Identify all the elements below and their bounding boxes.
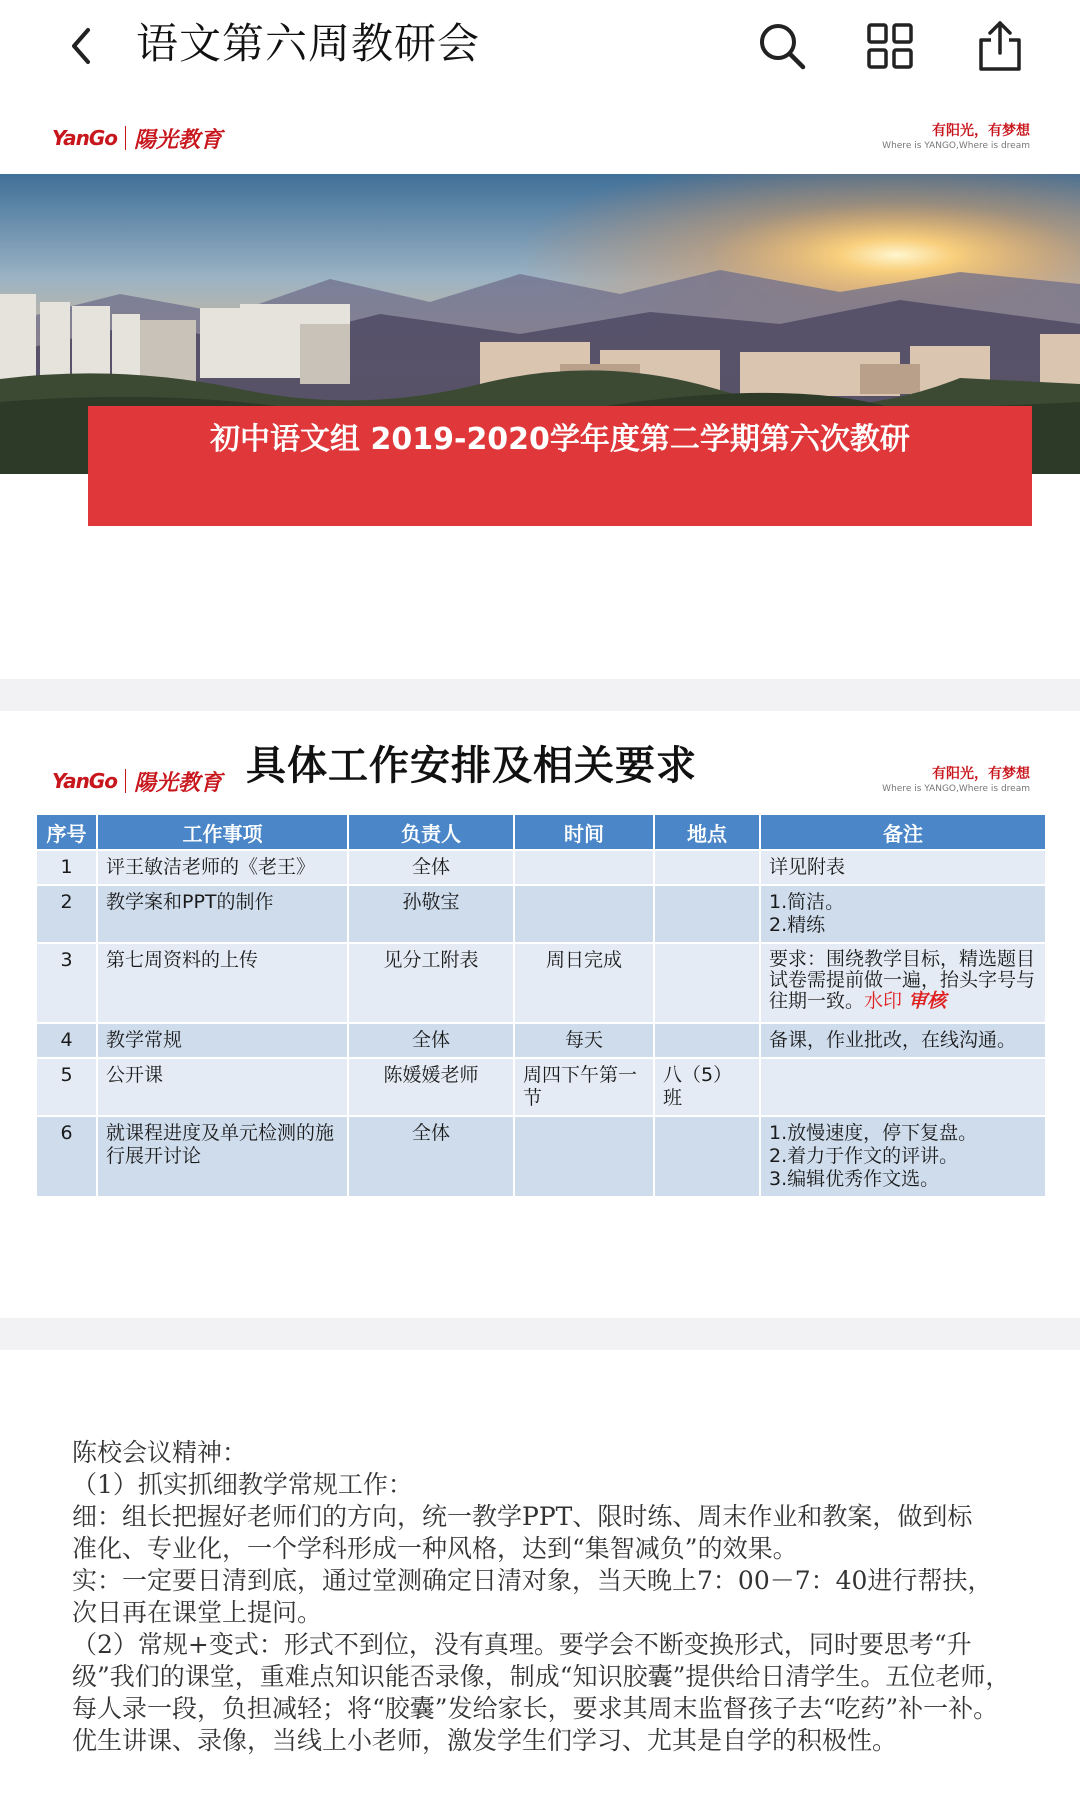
logo-separator — [125, 769, 126, 793]
table-row — [36, 850, 1046, 885]
grid-menu-button[interactable] — [860, 16, 920, 76]
cell-owner: 见分工附表 — [348, 943, 514, 1023]
cell-note — [760, 1023, 1046, 1058]
brand-slogan-2 — [870, 765, 1030, 795]
back-button[interactable] — [56, 18, 106, 74]
cell-place — [654, 1023, 760, 1058]
cell-time: 周日完成 — [514, 943, 654, 1023]
cell-place — [654, 943, 760, 1023]
cell-owner: 陈媛媛老师 — [348, 1058, 514, 1116]
cell-item: 教学常规 — [97, 1023, 348, 1058]
table-row — [36, 885, 1046, 943]
note-line: 试卷需提前做一遍，抬头字号与 — [769, 969, 1036, 991]
section-heading: 具体工作安排及相关要求 — [246, 743, 697, 789]
cell-time — [514, 885, 654, 943]
note-line — [769, 991, 1037, 1012]
cell-owner: 全体 — [348, 1023, 514, 1058]
cell-note — [760, 1116, 1046, 1197]
cell-no: 5 — [36, 1058, 97, 1116]
cell-item: 评王敏洁老师的《老王》 — [97, 850, 348, 885]
meeting-notes — [72, 1437, 1062, 1757]
cell-note — [760, 943, 1046, 1023]
brand-logo — [52, 122, 222, 154]
note-review: 审核 — [908, 990, 947, 1012]
page-title: 语文第六周教研会 — [136, 19, 481, 68]
note-line: 2.着力于作文的评讲。 — [769, 1145, 959, 1167]
table-header-row — [36, 814, 1046, 850]
col-header-no: 序号 — [36, 814, 97, 850]
logo-separator — [125, 126, 126, 150]
cell-owner: 全体 — [348, 850, 514, 885]
note-line: 备课，作业批改，在线沟通。 — [769, 1029, 1017, 1051]
cell-item: 就课程进度及单元检测的施行展开讨论 — [97, 1116, 348, 1197]
slogan-cn: 有阳光，有梦想 — [932, 766, 1030, 782]
logo-en: YanGo — [52, 769, 117, 793]
table-row — [36, 1023, 1046, 1058]
band-title: 初中语文组 2019-2020学年度第二学期第六次教研 — [210, 422, 910, 457]
notes-line: （1）抓实抓细教学常规工作： — [72, 1470, 413, 1499]
note-line: 要求：围绕教学目标，精选题目 — [769, 948, 1036, 970]
brand-slogan — [870, 122, 1030, 152]
cell-no: 1 — [36, 850, 97, 885]
top-bar — [0, 0, 1080, 92]
notes-line: 实：一定要日清到底，通过堂测确定日清对象，当天晚上7：00－7：40进行帮扶， — [72, 1566, 993, 1595]
cell-note — [760, 850, 1046, 885]
slide-divider — [0, 1318, 1080, 1350]
cell-place: 八（5）班 — [654, 1058, 760, 1116]
cell-item: 公开课 — [97, 1058, 348, 1116]
table-row — [36, 943, 1046, 1023]
notes-line: 陈校会议精神： — [72, 1438, 248, 1467]
cell-place — [654, 1116, 760, 1197]
col-header-owner: 负责人 — [348, 814, 514, 850]
note-line: 2.精练 — [769, 914, 826, 936]
notes-line: 准化、专业化，一个学科形成一种风格，达到“集智减负”的效果。 — [72, 1534, 798, 1563]
note-watermark: 水印 — [864, 990, 903, 1012]
cell-no: 6 — [36, 1116, 97, 1197]
logo-cn: 陽光教育 — [134, 769, 223, 796]
cell-owner: 孙敬宝 — [348, 885, 514, 943]
cell-time: 每天 — [514, 1023, 654, 1058]
notes-line: 细：组长把握好老师们的方向，统一教学PPT、限时练、周末作业和教案，做到标 — [72, 1502, 973, 1531]
table-row — [36, 1058, 1046, 1116]
col-header-time: 时间 — [514, 814, 654, 850]
col-header-note: 备注 — [760, 814, 1046, 850]
logo-cn: 陽光教育 — [134, 126, 223, 153]
slide-divider — [0, 679, 1080, 711]
cell-no: 3 — [36, 943, 97, 1023]
cell-place — [654, 885, 760, 943]
note-line: 1.简洁。 — [769, 891, 845, 913]
share-button[interactable] — [970, 16, 1030, 76]
work-schedule-table — [35, 813, 1047, 1198]
cell-place — [654, 850, 760, 885]
cell-note — [760, 1058, 1046, 1116]
cell-note — [760, 885, 1046, 943]
notes-line: 次日再在课堂上提问。 — [72, 1598, 323, 1627]
chevron-left-icon — [66, 26, 96, 66]
cell-no: 4 — [36, 1023, 97, 1058]
cell-no: 2 — [36, 885, 97, 943]
cell-time — [514, 850, 654, 885]
brand-logo-2 — [52, 765, 222, 797]
slogan-cn: 有阳光，有梦想 — [932, 123, 1030, 139]
col-header-place: 地点 — [654, 814, 760, 850]
table-row — [36, 1116, 1046, 1197]
note-line: 1.放慢速度，停下复盘。 — [769, 1122, 978, 1144]
cell-time: 周四下午第一节 — [514, 1058, 654, 1116]
notes-line: 优生讲课、录像，当线上小老师，激发学生们学习、尤其是自学的积极性。 — [72, 1726, 898, 1755]
cell-item: 教学案和PPT的制作 — [97, 885, 348, 943]
notes-line: （2）常规+变式：形式不到位，没有真理。要学会不断变换形式，同时要思考“升 — [72, 1630, 972, 1659]
cell-item: 第七周资料的上传 — [97, 943, 348, 1023]
note-text: 往期一致。 — [769, 990, 865, 1012]
slogan-en: Where is YANGO,Where is dream — [882, 784, 1030, 794]
share-icon — [977, 20, 1023, 72]
logo-en: YanGo — [52, 126, 117, 150]
note-line: 3.编辑优秀作文选。 — [769, 1168, 940, 1190]
cell-time — [514, 1116, 654, 1197]
notes-line: 每人录一段，负担减轻；将“胶囊”发给家长，要求其周末监督孩子去“吃药”补一补。 — [72, 1694, 999, 1723]
slogan-en: Where is YANGO,Where is dream — [882, 141, 1030, 151]
col-header-item: 工作事项 — [97, 814, 348, 850]
note-line: 详见附表 — [769, 856, 846, 878]
grid-icon — [866, 22, 914, 70]
cell-owner: 全体 — [348, 1116, 514, 1197]
notes-line: 级”我们的课堂，重难点知识能否录像，制成“知识胶囊”提供给日清学生。五位老师， — [72, 1662, 1011, 1691]
search-icon — [757, 21, 807, 71]
search-button[interactable] — [752, 16, 812, 76]
